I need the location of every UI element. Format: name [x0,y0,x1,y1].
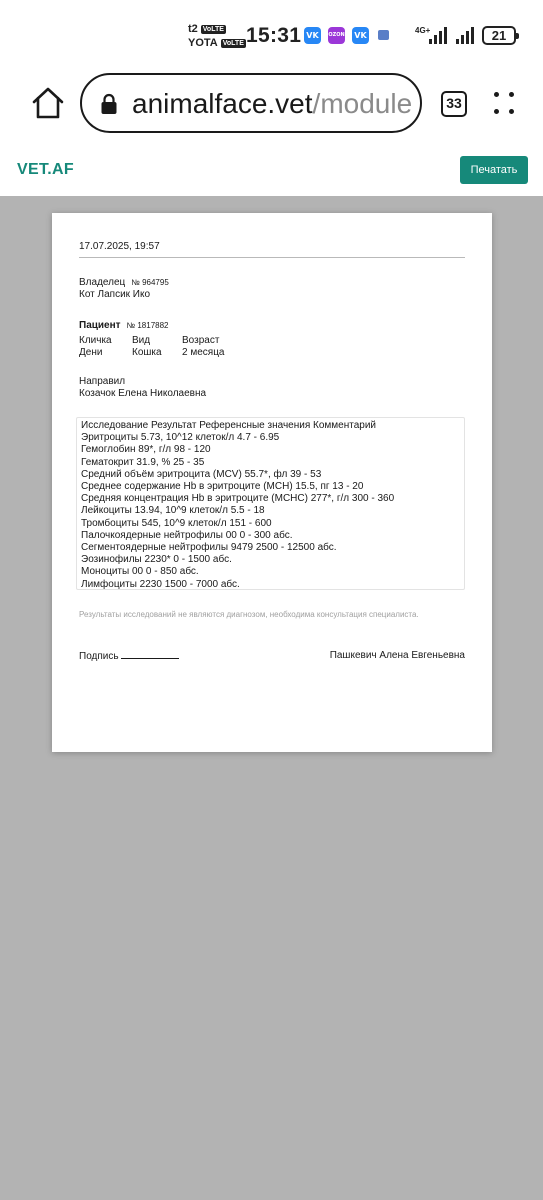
site-header [0,144,543,196]
report-datetime: 17.07.2025, 19:57 [79,241,160,252]
sim2-label: YOTA [188,37,218,49]
url-path: /module [312,88,413,119]
patient-age: 2 месяца [182,347,225,358]
sim-info [188,22,246,50]
owner-number: № 964795 [131,278,169,287]
ozon-icon: OZON [328,27,345,44]
url-host: animalface.vet [132,88,313,119]
status-time: 15:31 [246,24,302,47]
calendar-icon [378,30,389,40]
patient-col-species: Вид [132,335,151,346]
results-box [76,417,465,590]
referrer-section [79,376,206,400]
signature-field [79,650,179,663]
patient-species: Кошка [132,347,162,358]
referrer-name: Козачок Елена Николаевна [79,388,207,399]
result-row: Эозинофилы 2230* 0 - 1500 абс. [81,554,232,566]
owner-section [79,277,169,301]
site-logo[interactable]: VET.AF [17,161,74,178]
sim1-label: t2 [188,23,198,35]
signature-label: Подпись [79,651,119,662]
signature-line [121,650,179,659]
patient-table [79,335,262,359]
patient-col-name: Кличка [79,335,112,346]
print-button[interactable]: Печатать [460,156,528,184]
url-text [132,88,412,120]
vk-icon: VK [304,27,321,44]
volte-badge: VoLTE [222,39,244,47]
result-row: Средний объём эритроцита (MCV) 55.7*, фл 39 - 53 [81,468,322,480]
home-icon [30,86,66,120]
patient-number: № 1817882 [126,321,169,330]
patient-section [79,320,262,359]
doctor-name: Пашкевич Алена Евгеньевна [329,650,465,661]
result-row: Палочкоядерные нейтрофилы 00 0 - 300 абс. [81,529,293,541]
owner-label: Владелец [79,277,126,288]
browser-toolbar [0,62,543,144]
vk-icon: VK [352,27,369,44]
owner-name: Кот Лапсик Ико [79,289,151,300]
divider [79,257,465,258]
result-row: Среднее содержание Hb в эритроците (MCH) 15.5, пг 13 - 20 [81,481,364,493]
result-row: Сегментоядерные нейтрофилы 9479 2500 - 12500 абс. [81,542,337,554]
lab-report-page [52,213,492,752]
address-bar[interactable] [80,73,422,133]
home-button[interactable] [30,86,66,120]
result-row: Гематокрит 31.9, % 25 - 35 [81,456,205,468]
signal-icon [429,26,447,44]
patient-name: Дени [79,347,103,358]
status-bar [0,0,543,62]
lock-icon [100,93,118,115]
patient-label: Пациент [79,320,121,331]
battery-icon: 21 [482,26,516,45]
signal-icon [456,26,474,44]
disclaimer-text: Результаты исследований не являются диагнозом, необходима консультация специалиста. [79,610,419,619]
referrer-label: Направил [79,376,126,387]
result-row: Средняя концентрация Hb в эритроците (MCHC) 277*, г/л 300 - 360 [81,493,395,505]
network-type: 4G+ [415,26,431,35]
more-menu-button[interactable] [491,91,519,117]
result-row: Эритроциты 5.73, 10^12 клеток/л 4.7 - 6.95 [81,432,280,444]
patient-col-age: Возраст [182,335,220,346]
result-row: Лимфоциты 2230 1500 - 7000 абс. [81,578,240,590]
results-header: Исследование Результат Референсные значения Комментарий [81,420,377,431]
tab-switcher-button[interactable]: 33 [441,91,467,117]
result-row: Гемоглобин 89*, г/л 98 - 120 [81,444,211,456]
volte-badge: VoLTE [202,25,224,33]
result-row: Лейкоциты 13.94, 10^9 клеток/л 5.5 - 18 [81,505,265,517]
result-row: Тромбоциты 545, 10^9 клеток/л 151 - 600 [81,517,272,529]
result-row: Моноциты 00 0 - 850 абс. [81,566,199,578]
